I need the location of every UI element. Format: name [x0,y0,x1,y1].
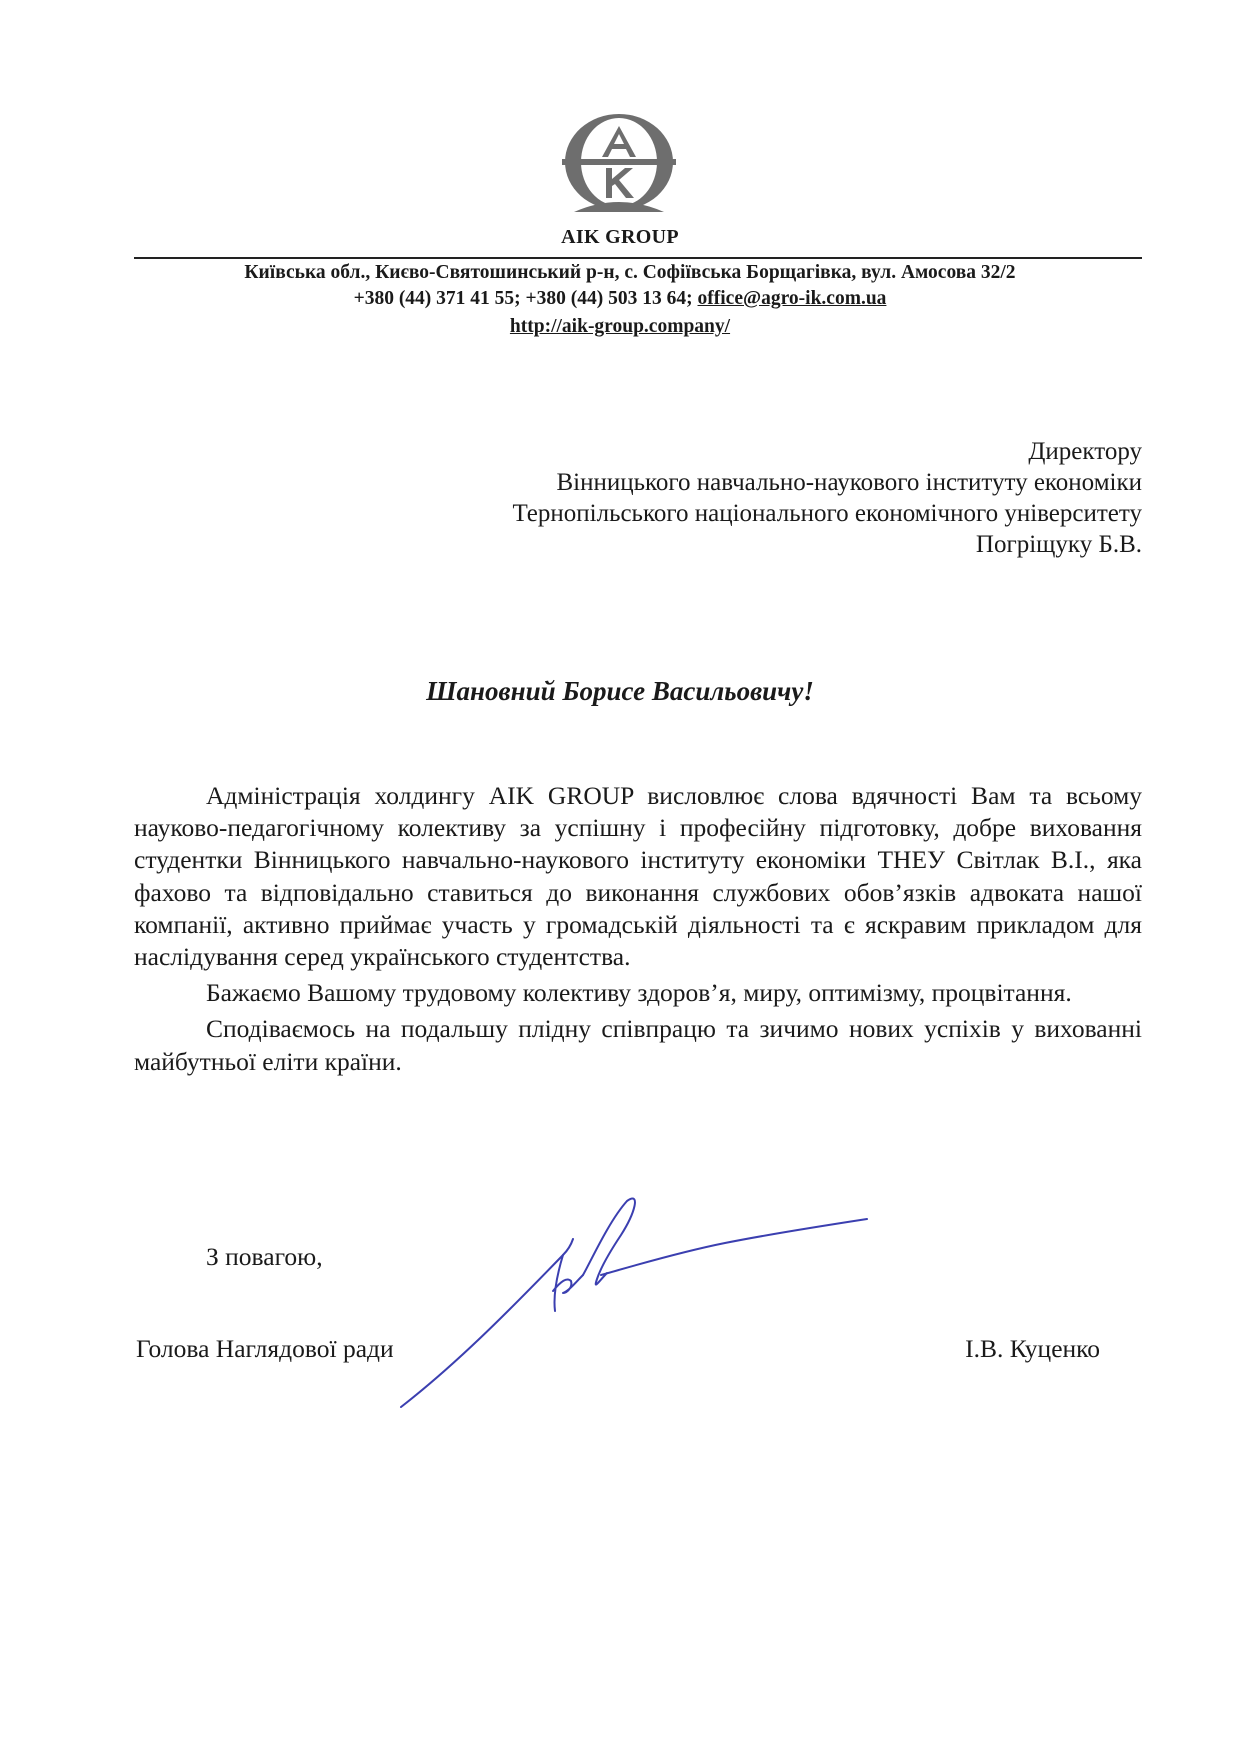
header-divider [134,257,1142,259]
company-website [0,316,1240,338]
recipient-block [512,436,1142,560]
company-logo [562,112,676,212]
company-website-link[interactable]: http://aik-group.company/ [509,316,731,337]
body-paragraph-gratitude: Адміністрація холдингу AIK GROUP висловлює слова вдячності Вам та всьому науково-педагогічному колективу за успішну і професійну підготовку, добре виховання студентки Вінницького навчально-наукового інституту економіки ТНЕУ Світлак В.І., яка фахово та відповідально ставиться до виконання службових обов’язків адвоката нашої компанії, активно приймає участь у громадській діяльності та є яскравим прикладом для наслідування серед українського студентства. [134,781,1142,972]
company-email-link[interactable]: office@agro-ik.com.ua [697,288,887,309]
signer-position: Голова Наглядової ради [136,1334,394,1363]
salutation: Шановний Борисе Васильовичу! [426,676,814,706]
body-paragraph-cooperation: Сподіваємось на подальшу плідну співпрацю та зичимо нових успіхів у вихованні майбутньої еліти країни. [134,1014,1142,1076]
recipient-line-title: Директору [1028,438,1142,465]
closing-phrase: З повагою, [206,1242,323,1271]
recipient-line-institute: Вінницького навчально-наукового інституту економіки [556,469,1142,496]
body-paragraph-wishes: Бажаємо Вашому трудовому колективу здоров’я, миру, оптимізму, процвітання. [206,978,1072,1008]
recipient-line-university: Тернопільського національного економічного університету [512,500,1142,527]
company-contacts [0,288,1240,310]
recipient-line-name: Погріщуку Б.В. [975,531,1142,558]
letter-body [134,780,1142,1082]
signer-name: І.В. Куценко [965,1334,1100,1363]
handwritten-signature [395,1195,875,1415]
company-name: AIK GROUP [561,226,679,248]
company-address: Київська обл., Києво-Святошинський р-н, с. Софіївська Борщагівка, вул. Амосова 32/2 [244,262,1016,283]
company-phones: +380 (44) 371 41 55; +380 (44) 503 13 64; [353,288,693,309]
